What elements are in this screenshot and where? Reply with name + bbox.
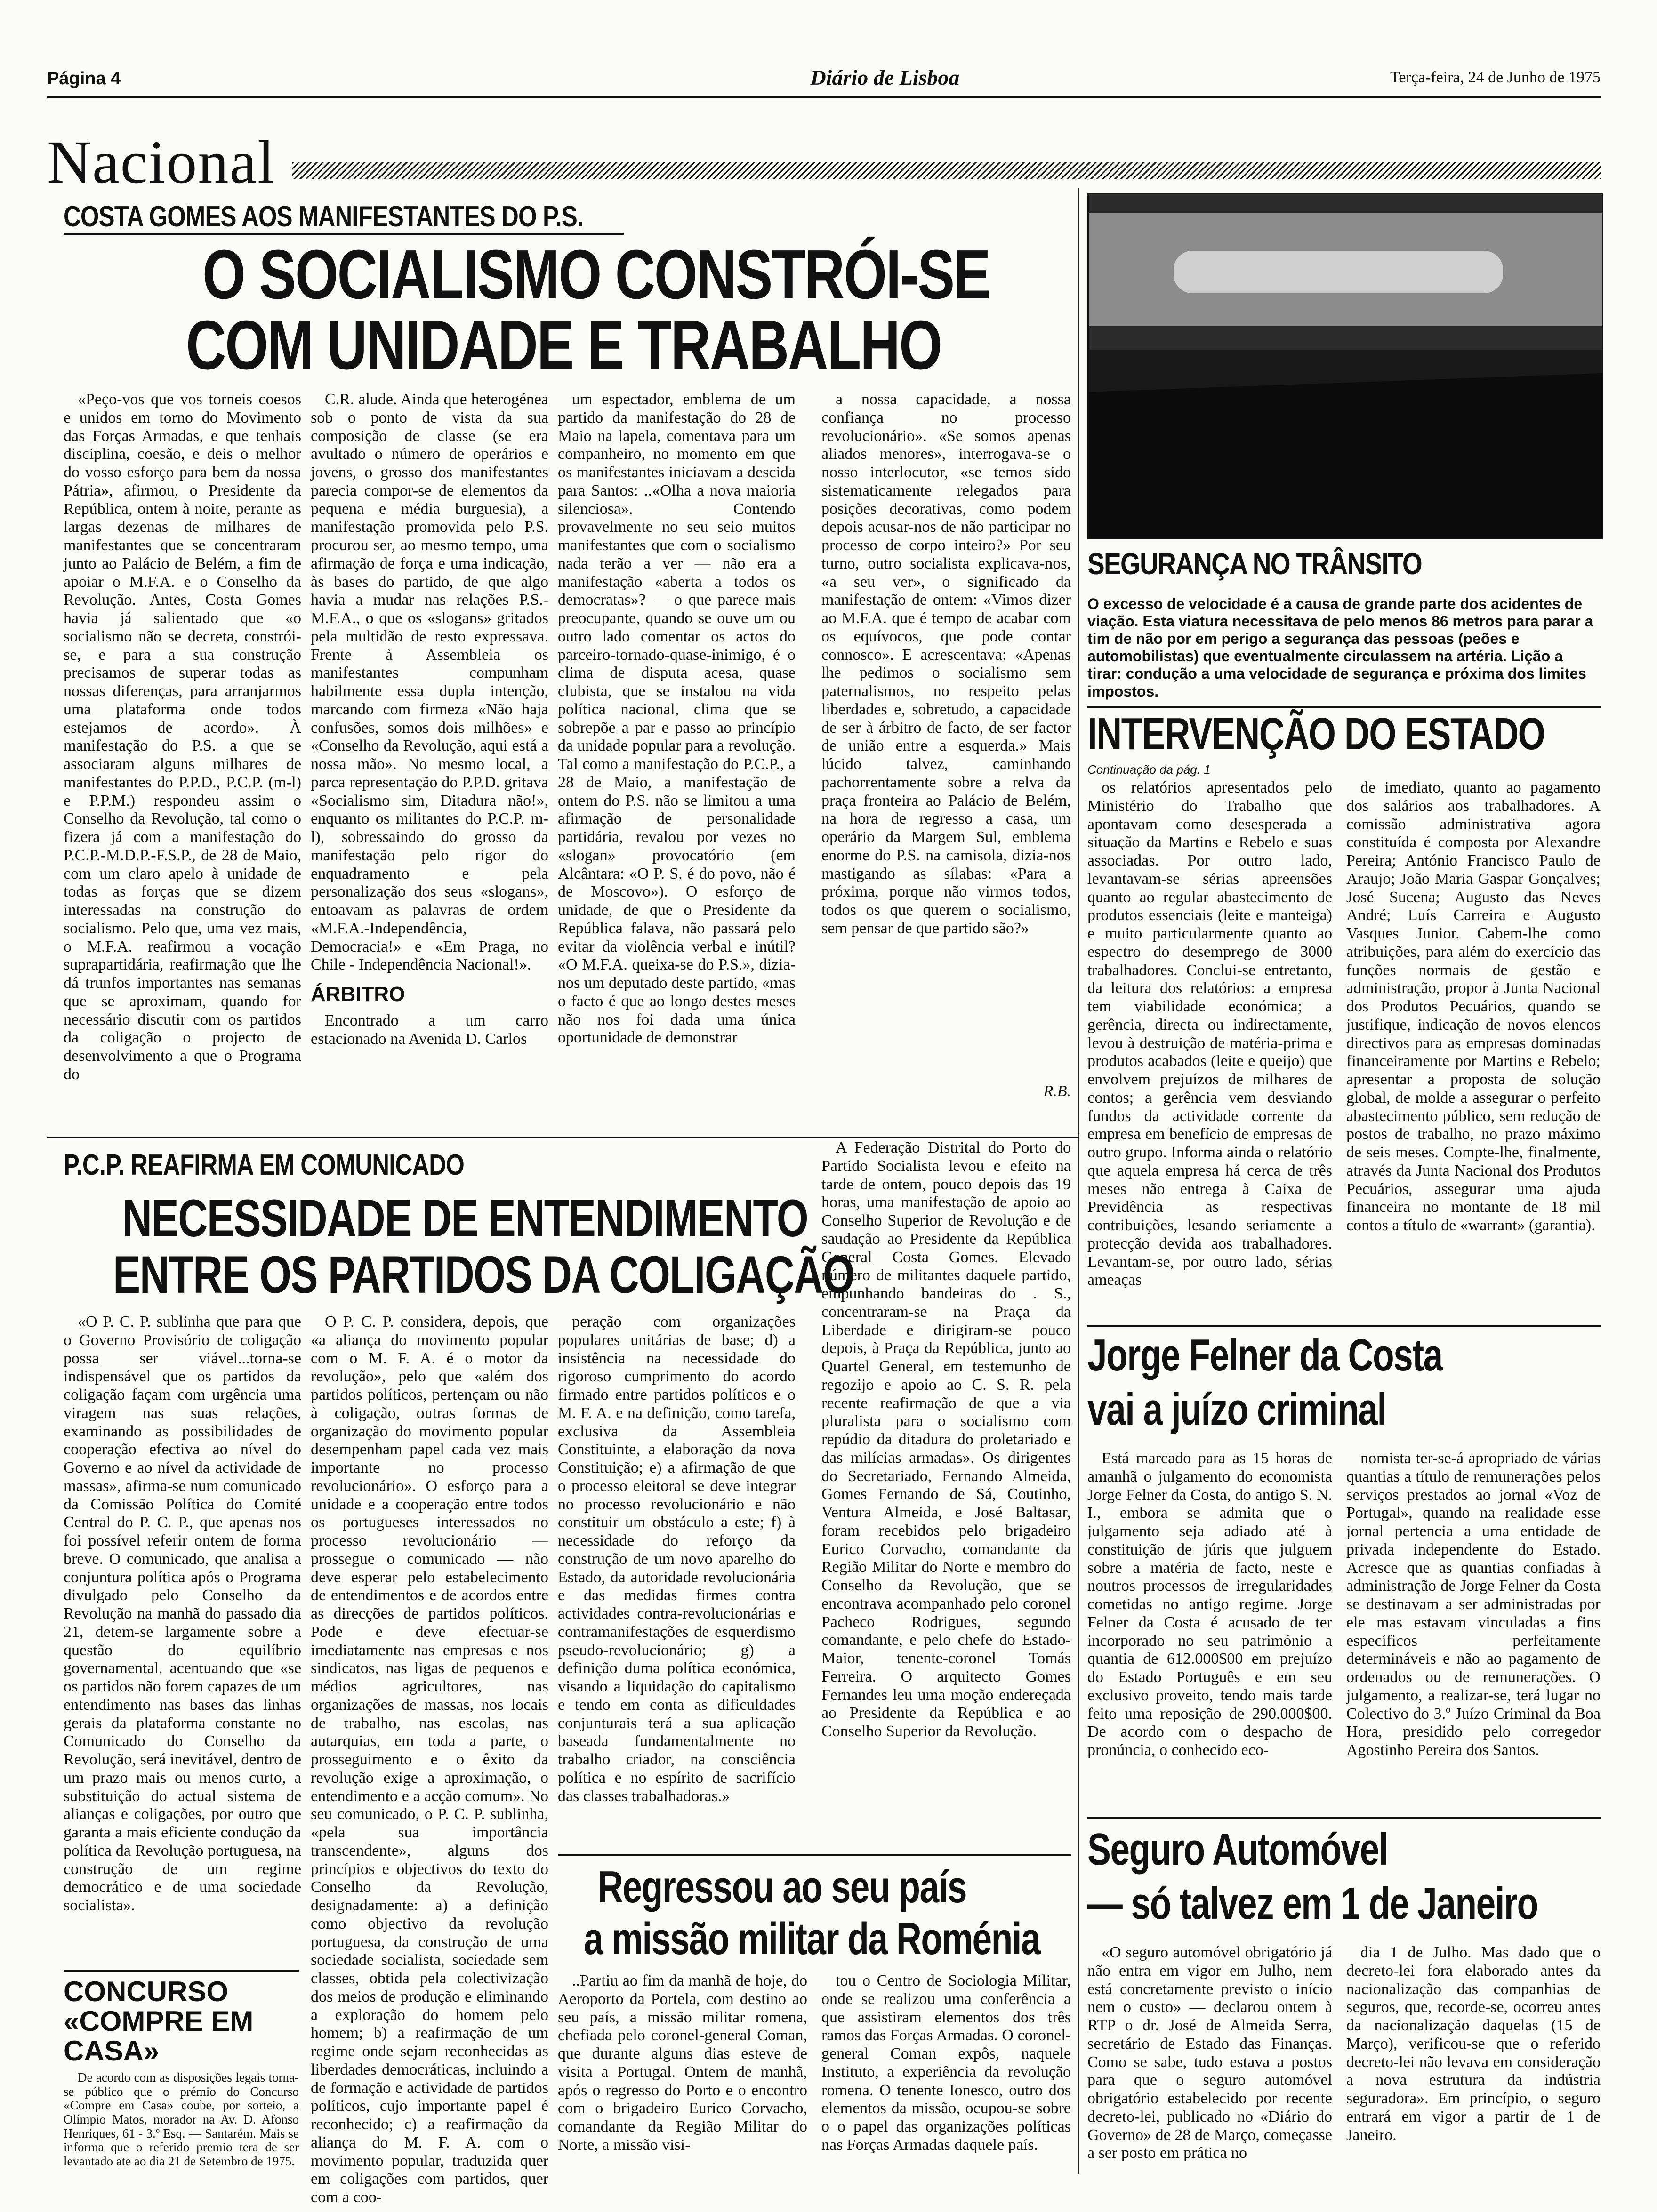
- romenia-headline-line2: a missão militar da Roménia: [584, 1914, 1040, 1964]
- section-title: Nacional: [47, 128, 276, 196]
- issue-date: Terça-feira, 24 de Junho de 1975: [1390, 69, 1601, 86]
- main-headline-line2: COM UNIDADE E TRABALHO: [186, 306, 941, 384]
- main-story-column-2: C.R. alude. Ainda que heterogénea sob o ponto de vista da sua composição de classe (se era avultado o número de operários e jovens, o grosso dos manifestantes parecia compor-se de elementos da pequena e média burguesia), a manifestação promovida pelo P.S. procurou ser, ao mesmo tempo, uma afirmação de força e uma indicação, às bases do partido, de que algo havia a mudar nas relações P.S.-M.F.A., o que os «slogans» gritados pela multidão de resto expressava. Frente à Assembleia os manifestantes compunham habilmente essa dupla intenção, marcando com firmeza «Não haja confusões, somos dois milhões» e «Conselho da Revolução, aqui está a nossa mão». No mesmo local, a parca representação do P.P.D. gritava «Socialismo sim, Ditadura não!», enquanto os militantes do P.C.P. m-l), sobressaindo do grosso da manifestação pelo rigor do enquadramento e pela personalização dos seus «slogans», entoavam as palavras de ordem «M.F.A.-Independência, Democracia!» e «Em Praga, no Chile - Independência Nacional!». ÁRBITRO Encontrado a um carro estacionado na Avenida D. Carlos: [311, 391, 548, 1048]
- main-story-column-3: um espectador, emblema de um partido da manifestação do 28 de Maio na lapela, comentava para um companheiro, no momento em que os manifestantes iniciavam a descida para Santos: ..«Olha a nova maioria silenciosa». Contendo provavelmente no seu seio muitos manifestantes que com o socialismo nada terão a ver — não era a manifestação «aberta a todos os democratas»? — o que parece mais preocupante, quando se ouve um ou outro lado comentar os actos do parceiro-tornado-quase-inimigo, é o clima de disputa acesa, quase clubista, que se instalou na vida política nacional, clima que se sobrepõe a par e passo ao princípio da unidade popular para a revolução. Tal como a manifestação do P.C.P., a 28 de Maio, a manifestação de ontem do P.S. não se limitou a uma afirmação de personalidade partidária, revalou por vezes no «slogan» provocatório (em Alcântara: «O P. S. é do povo, não é de Moscovo»). O esforço de unidade, de que o Presidente da República falava, não passará pelo evitar da violência verbal e inútil? «O M.F.A. queixa-se do P.S.», dizia-nos um deputado deste partido, «mas o facto é que ao longo destes meses não nos foi dada uma única oportunidade de demonstrar: [558, 391, 796, 1047]
- crashed-car-image-icon: [1089, 194, 1602, 538]
- felner-rule: [1087, 1817, 1601, 1819]
- pcp-top-rule: [47, 1137, 1078, 1138]
- pcp-kicker: P.C.P. REAFIRMA EM COMUNICADO: [64, 1149, 464, 1181]
- seguro-headline-line2: — só talvez em 1 de Janeiro: [1087, 1878, 1538, 1929]
- intervencao-rule: [1087, 1325, 1601, 1327]
- concurso-title: CONCURSO «COMPRE EM CASA»: [64, 1976, 254, 2067]
- main-story-signature: R.B.: [1043, 1082, 1071, 1100]
- seguro-headline-line1: Seguro Automóvel: [1087, 1824, 1388, 1875]
- romenia-column-1: ..Partiu ao fim da manhã de hoje, do Aeroporto da Portela, com destino ao seu país, a missão militar romena, chefiada pelo coronel-general Coman, que durante alguns dias esteve de visita a Portugal. Ontem de manhã, após o regresso do Porto e o encontro com o brigadeiro Eurico Corvacho, comandante da Região Militar do Norte, a missão visi-: [558, 1972, 807, 2154]
- felner-column-1: Está marcado para as 15 horas de amanhã o julgamento do economista Jorge Felner da Costa, do antigo S. N. I., embora se admita que o julgamento seja adiado até à constituição de júris que julguem sobre a matéria de facto, neste e noutros processos de irregularidades cometidas no antigo regime. Jorge Felner da Costa é acusado de ter incorporado no seu património a quantia de 612.000$00 em prejuízo do Estado Português e em seu exclusivo proveito, tendo mais tarde feito uma reposição de 290.000$00. De acordo com o despacho de pronúncia, o conhecido eco-: [1087, 1450, 1332, 1759]
- column-rule-right: [1078, 188, 1079, 2174]
- felner-headline-line1: Jorge Felner da Costa: [1087, 1330, 1442, 1380]
- pcp-column-3: peração com organizações populares unitárias de base; d) a insistência na necessidade do rigoroso cumprimento do acordo firmado entre partidos políticos e o M. F. A. e na definição, como tarefa, exclusiva da Assembleia Constituinte, a elaboração da nova Constituição; e) a afirmação de que o processo eleitoral se deve integrar no processo revolucionário e não constituir um obstáculo a este; f) à necessidade do reforço da construção de um novo aparelho do Estado, da autoridade revolucionária e das medidas firmes contra actividades contra-revolucionárias e contramanifestações de esquerdismo pseudo-revolucionário; g) a definição duma política económica, visando a liquidação do capitalismo e tendo em conta as dificuldades conjunturais terá a sua aplicação baseada fundamentalmente no trabalho criador, na consciência política e no espírito de sacrifício das classes trabalhadoras.»: [558, 1313, 796, 1805]
- main-headline-line1: O SOCIALISMO CONSTRÓI-SE: [202, 236, 990, 313]
- pcp-column-2: O P. C. P. considera, depois, que «a aliança do movimento popular com o M. F. A. é o motor da revolução», pelo que «além dos partidos políticos, pertençam ou não à coligação, outras formas de organização do movimento popular desempenham papel cada vez mais importante no processo revolucionário». O esforço para a unidade e a cooperação entre todos os portugueses interessados no processo revolucionário — prossegue o comunicado — não deve esperar pelo estabelecimento de entendimentos e de acordos entre as direcções de partidos políticos. Pode e deve efectuar-se imediatamente nas empresas e nos sindicatos, nas ligas de pequenos e médios agricultores, nas organizações de massas, nos locais de trabalho, nas escolas, nas autarquias, em toda a parte, o prosseguimento e o êxito da revolução exige a aproximação, o entendimento e a acção comum». No seu comunicado, o P. C. P. sublinha, «pela sua importância transcendente», alguns dos princípios e objectivos do texto do Conselho da Revolução, designadamente: a) a definição como objectivo da revolução portuguesa, da construção de uma sociedade socialista, sociedade sem classes, obtida pela colectivização dos meios de produção e eliminando a exploração do homem pelo homem; b) a reafirmação de um regime onde sejam reconhecidas as liberdades democráticas, incluindo a de formação e actividade de partidos políticos, cujo importante papel é reconhecido; c) a reafirmação da aliança do M. F. A. com o movimento popular, traduzida quer em coligações com partidos, quer com a coo-: [311, 1313, 548, 2206]
- kicker-underline: [64, 233, 624, 235]
- felner-headline-line2: vai a juízo criminal: [1087, 1384, 1386, 1435]
- caption-rule: [1087, 706, 1601, 708]
- masthead: [47, 65, 1601, 98]
- masthead-rule: [47, 96, 1601, 98]
- pcp-headline-line2: ENTRE OS PARTIDOS DA COLIGAÇÃO: [113, 1245, 854, 1304]
- romenia-headline-line1: Regressou ao seu país: [598, 1862, 966, 1912]
- intervencao-headline: INTERVENÇÃO DO ESTADO: [1087, 709, 1545, 759]
- felner-column-2: nomista ter-se-á apropriado de várias quantias a título de remunerações pelos serviços prestados ao jornal «Voz de Portugal», quando na realidade esse jornal pertencia a uma entidade de privada independente do Estado. Acresce que as quantias confiadas à administração de Jorge Felner da Costa se destinavam a ser administradas por ele mas estavam vinculadas a fins específicos perfeitamente determináveis e não ao pagamento de ordenados ou de remunerações. O julgamento, a realizar-se, terá lugar no Colectivo do 3.º Juízo Criminal da Boa Hora, presidido pelo corregedor Agostinho Pereira dos Santos.: [1346, 1450, 1601, 1759]
- seguro-column-2: dia 1 de Julho. Mas dado que o decreto-lei fora elaborado antes da nacionalização das companhias de seguros, que, recorde-se, ocorreu antes da nacionalização daquelas (15 de Março), verificou-se que o referido decreto-lei não levava em consideração a nova estrutura da indústria seguradora». Em princípio, o seguro entrará em vigor a partir de 1 de Janeiro.: [1346, 1944, 1601, 2144]
- section-hatch-divider: [292, 162, 1601, 179]
- main-kicker: COSTA GOMES AOS MANIFESTANTES DO P.S.: [64, 200, 584, 233]
- concurso-text: De acordo com as disposições legais torna-se público que o prémio do Concurso «Compre em Casa» coube, por sorteio, a Olímpio Matos, morador na Av. D. Afonso Henriques, 61 - 3.º Esq. — Santarém. Mais se informa que o referido premio tera de ser levantado ate ao dia 21 de Setembro de 1975.: [64, 2070, 299, 2169]
- page-number: Página 4: [47, 69, 121, 88]
- romenia-rule: [558, 1854, 1071, 1856]
- photo-caption-text: O excesso de velocidade é a causa de grande parte dos acidentes de viação. Esta viatura necessitava de pelo menos 86 metros para parar a tim de não por em perigo a segurança das pessoas (peões e automobilistas) que eventualmente circulassem na artéria. Lição a tirar: condução a uma velocidade de segurança e próxima dos limites impostos.: [1087, 595, 1593, 700]
- pcp-column-1: «O P. C. P. sublinha que para que o Governo Provisório de coligação possa ser viável...torna-se indispensável que os partidos da coligação façam com urgência uma viragem nas suas relações, examinando as possibilidades de cooperação efectiva ao nível do Governo e ao nível da actividade de massas», afirma-se num comunicado da Comissão Política do Comité Central do P. C. P., que apenas nos foi possível referir ontem de forma breve. O comunicado, que analisa a conjuntura política após o Programa divulgado pelo Conselho da Revolução na manhã do passado dia 21, detem-se largamente sobre a questão do equilíbrio governamental, acentuando que «se os partidos não forem capazes de um entendimento nas bases das linhas gerais da plataforma constante no Comunicado do Conselho da Revolução, será inevitável, dentro de um prazo mais ou menos curto, a substituição do actual sistema de alianças e coligações, por outro que garanta a mais eficiente condução da política da Revolução portuguesa, na construção de um regime democrático e de uma sociedade socialista».: [64, 1313, 301, 1914]
- main-story-column-1: «Peço-vos que vos torneis coesos e unidos em torno do Movimento das Forças Armadas, e que tenhais disciplina, coesão, e deis o melhor do vosso esforço para bem da nossa Pátria», afirmou, o Presidente da República, ontem à noite, perante as largas dezenas de milhares de manifestantes que se concentraram junto ao Palácio de Belém, a fim de apoiar o M.F.A. e o Conselho da Revolução. Antes, Costa Gomes havia já salientado que «o socialismo não se decreta, constrói-se, e para a sua construção precisamos de superar todas as nossas diferenças, para arranjarmos uma plataforma onde todos estejamos de acordo». À manifestação do P.S. a que se associaram alguns milhares de manifestantes do P.P.D., P.C.P. (m-l) e P.P.M.) respondeu assim o Conselho da Revolução, tal como o fizera já com a manifestação do P.C.P.-M.D.P.-F.S.P., de 28 de Maio, com um claro apelo à unidade de todas as forças que se dizem interessadas na construção do socialismo. Pelo que, uma vez mais, o M.F.A. reafirmou a vocação suprapartidária, reafirmação que lhe dá trunfos importantes nas semanas que se aproximam, quando for necessário discutir com os partidos da coligação o projecto de desenvolvimento a que o Programa do: [64, 391, 301, 1083]
- continuation-note: Continuação da pág. 1: [1087, 762, 1211, 777]
- seguro-column-1: «O seguro automóvel obrigatório já não entra em vigor em Julho, nem está concretamente previsto o início nem o custo» — declarou ontem à RTP o dr. José de Almeida Serra, secretário de Estado das Finanças. Como se sabe, tudo estava a postos para que o seguro automóvel obrigatório estabelecido por recente decreto-lei, publicado no «Diário do Governo» de 28 de Março, começasse a ser posto em prática no: [1087, 1944, 1332, 2162]
- romenia-column-2: tou o Centro de Sociologia Militar, onde se realizou uma conferência a que assistiram elementos dos três ramos das Forças Armadas. O coronel-general Coman expôs, naquele Instituto, a experiência da revolução romena. O tenente Ionesco, outro dos elementos da missão, ocupou-se sobre o o papel das organizações políticas nas Forças Armadas daquele país.: [821, 1972, 1071, 2154]
- intervencao-column-1: os relatórios apresentados pelo Ministério do Trabalho que apontavam como desesperada a situação da Martins e Rebelo e suas associadas. Por outro lado, levantavam-se sérias apreensões quanto ao regular abastecimento de produtos essenciais (leite e manteiga) e muito particularmente quanto ao espectro do desemprego de 3000 trabalhadores. Conclui-se entretanto, da leitura dos relatórios: a empresa tem viabilidade económica; a gerência, directa ou indirectamente, levou à destruição de matéria-prima e produtos acabados (leite e queijo) que envolvem prejuízos de milhares de contos; a gerência vem desviando fundos da actividade corrente da empresa em benefício de empresas de outro grupo. Informa ainda o relatório que aquela empresa há cerca de três meses não entrega à Caixa de Previdência as respectivas contribuições, lesando seriamente a protecção devida aos trabalhadores. Levantam-se, por outro lado, sérias ameaças: [1087, 779, 1332, 1289]
- traffic-photo: [1087, 193, 1603, 539]
- pcp-headline-line1: NECESSIDADE DE ENTENDIMENTO: [122, 1189, 808, 1248]
- photo-caption-title: SEGURANÇA NO TRÂNSITO: [1087, 547, 1422, 581]
- newspaper-title: Diário de Lisboa: [810, 65, 960, 89]
- porto-ps-column: A Federação Distrital do Porto do Partido Socialista levou e efeito na tarde de ontem, pouco depois das 19 horas, uma manifestação de apoio ao Conselho Superior de Revolução e de saudação ao Presidente da República General Costa Gomes. Elevado número de militantes daquele partido, empunhando bandeiras do . S., concentraram-se na Praça da Liberdade e dirigiram-se pouco depois, à Praça da República, junto ao Quartel General, em testemunho de regozijo e apoio ao C. S. R. pela recente reafirmação de que a via pluralista para o socialismo com repúdio da ditadura do proletariado e das milícias armadas». Os dirigentes do Secretariado, Fernando Almeida, Gomes Fernando de Sá, Coutinho, Ventura Almeida, e José Baltasar, foram recebidos pelo brigadeiro Eurico Corvacho, comandante da Região Militar do Norte e membro do Conselho da Revolução, que se encontrava acompanhado pelo coronel Pacheco Rodrigues, segundo comandante, e pelo chefe do Estado-Maior, tenente-coronel Tomás Ferreira. O arquitecto Gomes Fernandes leu uma moção endereçada ao Presidente da República e ao Conselho Superior da Revolução.: [821, 1139, 1071, 1740]
- subhead-arbitro: ÁRBITRO: [311, 983, 405, 1006]
- concurso-rule: [64, 1970, 299, 1972]
- main-story-column-4: a nossa capacidade, a nossa confiança no processo revolucionário». «Se somos apenas aliados menores», interrogava-se o nosso interlocutor, «se temos sido sistematicamente relegados para posições decorativas, como podem depois acusar-nos de não participar no processo de corpo inteiro?» Por seu turno, outro socialista explicava-nos, «a seu ver», o significado da manifestação de ontem: «Vimos dizer ao M.F.A. que é tempo de acabar com os equívocos, que pode contar connosco». E acrescentava: «Apenas lhe pedimos o socialismo sem paternalismos, no respeito pelas liberdades e, sobretudo, a capacidade de ser à árbitro de facto, de ser factor de união entre a esquerda.» Mais lúcido talvez, caminhando pachorrentamente sobre a relva da praça fronteira ao Palácio de Belém, na hora de regresso a casa, um operário da Margem Sul, emblema enorme do P.S. na camisola, dizia-nos mastigando as sílabas: «Para a próxima, porque não virmos todos, todos os que querem o socialismo, sem pensar de que partido são?»: [821, 391, 1071, 937]
- intervencao-column-2: de imediato, quanto ao pagamento dos salários aos trabalhadores. A comissão administrativa agora constituída é composta por Alexandre Pereira; António Francisco Paulo de Araujo; João Maria Gaspar Gonçalves; José Sucena; Augusto das Neves André; Luís Carreira e Augusto Vasques Junior. Cabem-lhe como atribuições, para além do exercício das funções normais de gestão e administração, propor à Junta Nacional dos Produtos Pecuários, quando se justifique, indicação de novos elencos directivos para as empresas dominadas financeiramente por Martins e Rebelo; apresentar a proposta de solução global, de molde a assegurar o perfeito abastecimento público, sem redução de postos de trabalho, no prazo máximo de seis meses. Compte-lhe, finalmente, através da Junta Nacional dos Produtos Pecuários, assegurar uma ajuda financeira no montante de 18 mil contos a título de «warrant» (garantia).: [1346, 779, 1601, 1234]
